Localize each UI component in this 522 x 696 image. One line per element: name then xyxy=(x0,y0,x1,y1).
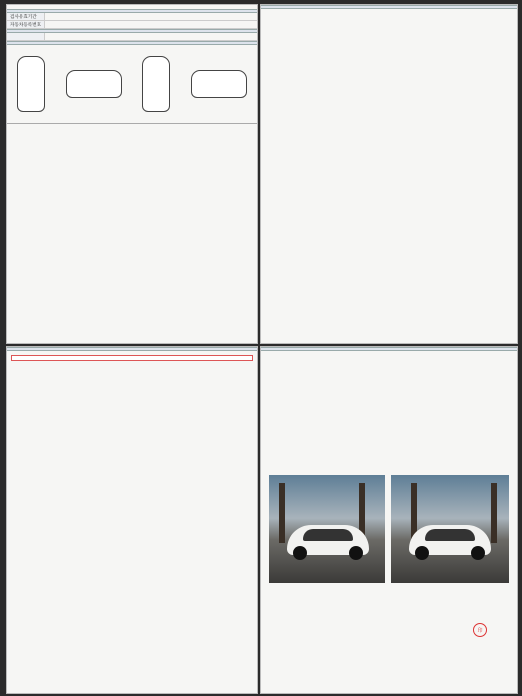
inspection-photo-rear xyxy=(391,475,509,583)
car-frame-view-icon xyxy=(142,56,170,112)
other-info-header xyxy=(7,347,257,351)
inspect-period-row xyxy=(7,13,257,21)
inspect-period-label: 검사유효기간 xyxy=(7,13,45,20)
seal-stamp-icon: 印 xyxy=(473,623,487,637)
mileage-label xyxy=(7,33,45,40)
detail-status-header xyxy=(261,5,517,9)
car-number-row xyxy=(7,21,257,29)
car-top-view-icon xyxy=(17,56,45,112)
inspection-sheet-front xyxy=(6,4,258,344)
warranty-notice xyxy=(11,355,253,361)
inspection-sheet-photos xyxy=(260,346,518,694)
car-front-photo-icon xyxy=(287,525,369,555)
car-side-view-right-icon xyxy=(191,70,247,98)
inspection-photo-front xyxy=(269,475,385,583)
car-exterior-diagram xyxy=(7,45,257,124)
car-rear-photo-icon xyxy=(409,525,491,555)
car-side-view-icon xyxy=(66,70,122,98)
inspection-sheet-details xyxy=(260,4,518,344)
price-warranty-header xyxy=(261,347,517,351)
inspection-sheet-other xyxy=(6,346,258,694)
car-number-label: 자동차등록번호 xyxy=(7,21,45,28)
mileage-row xyxy=(7,33,257,41)
